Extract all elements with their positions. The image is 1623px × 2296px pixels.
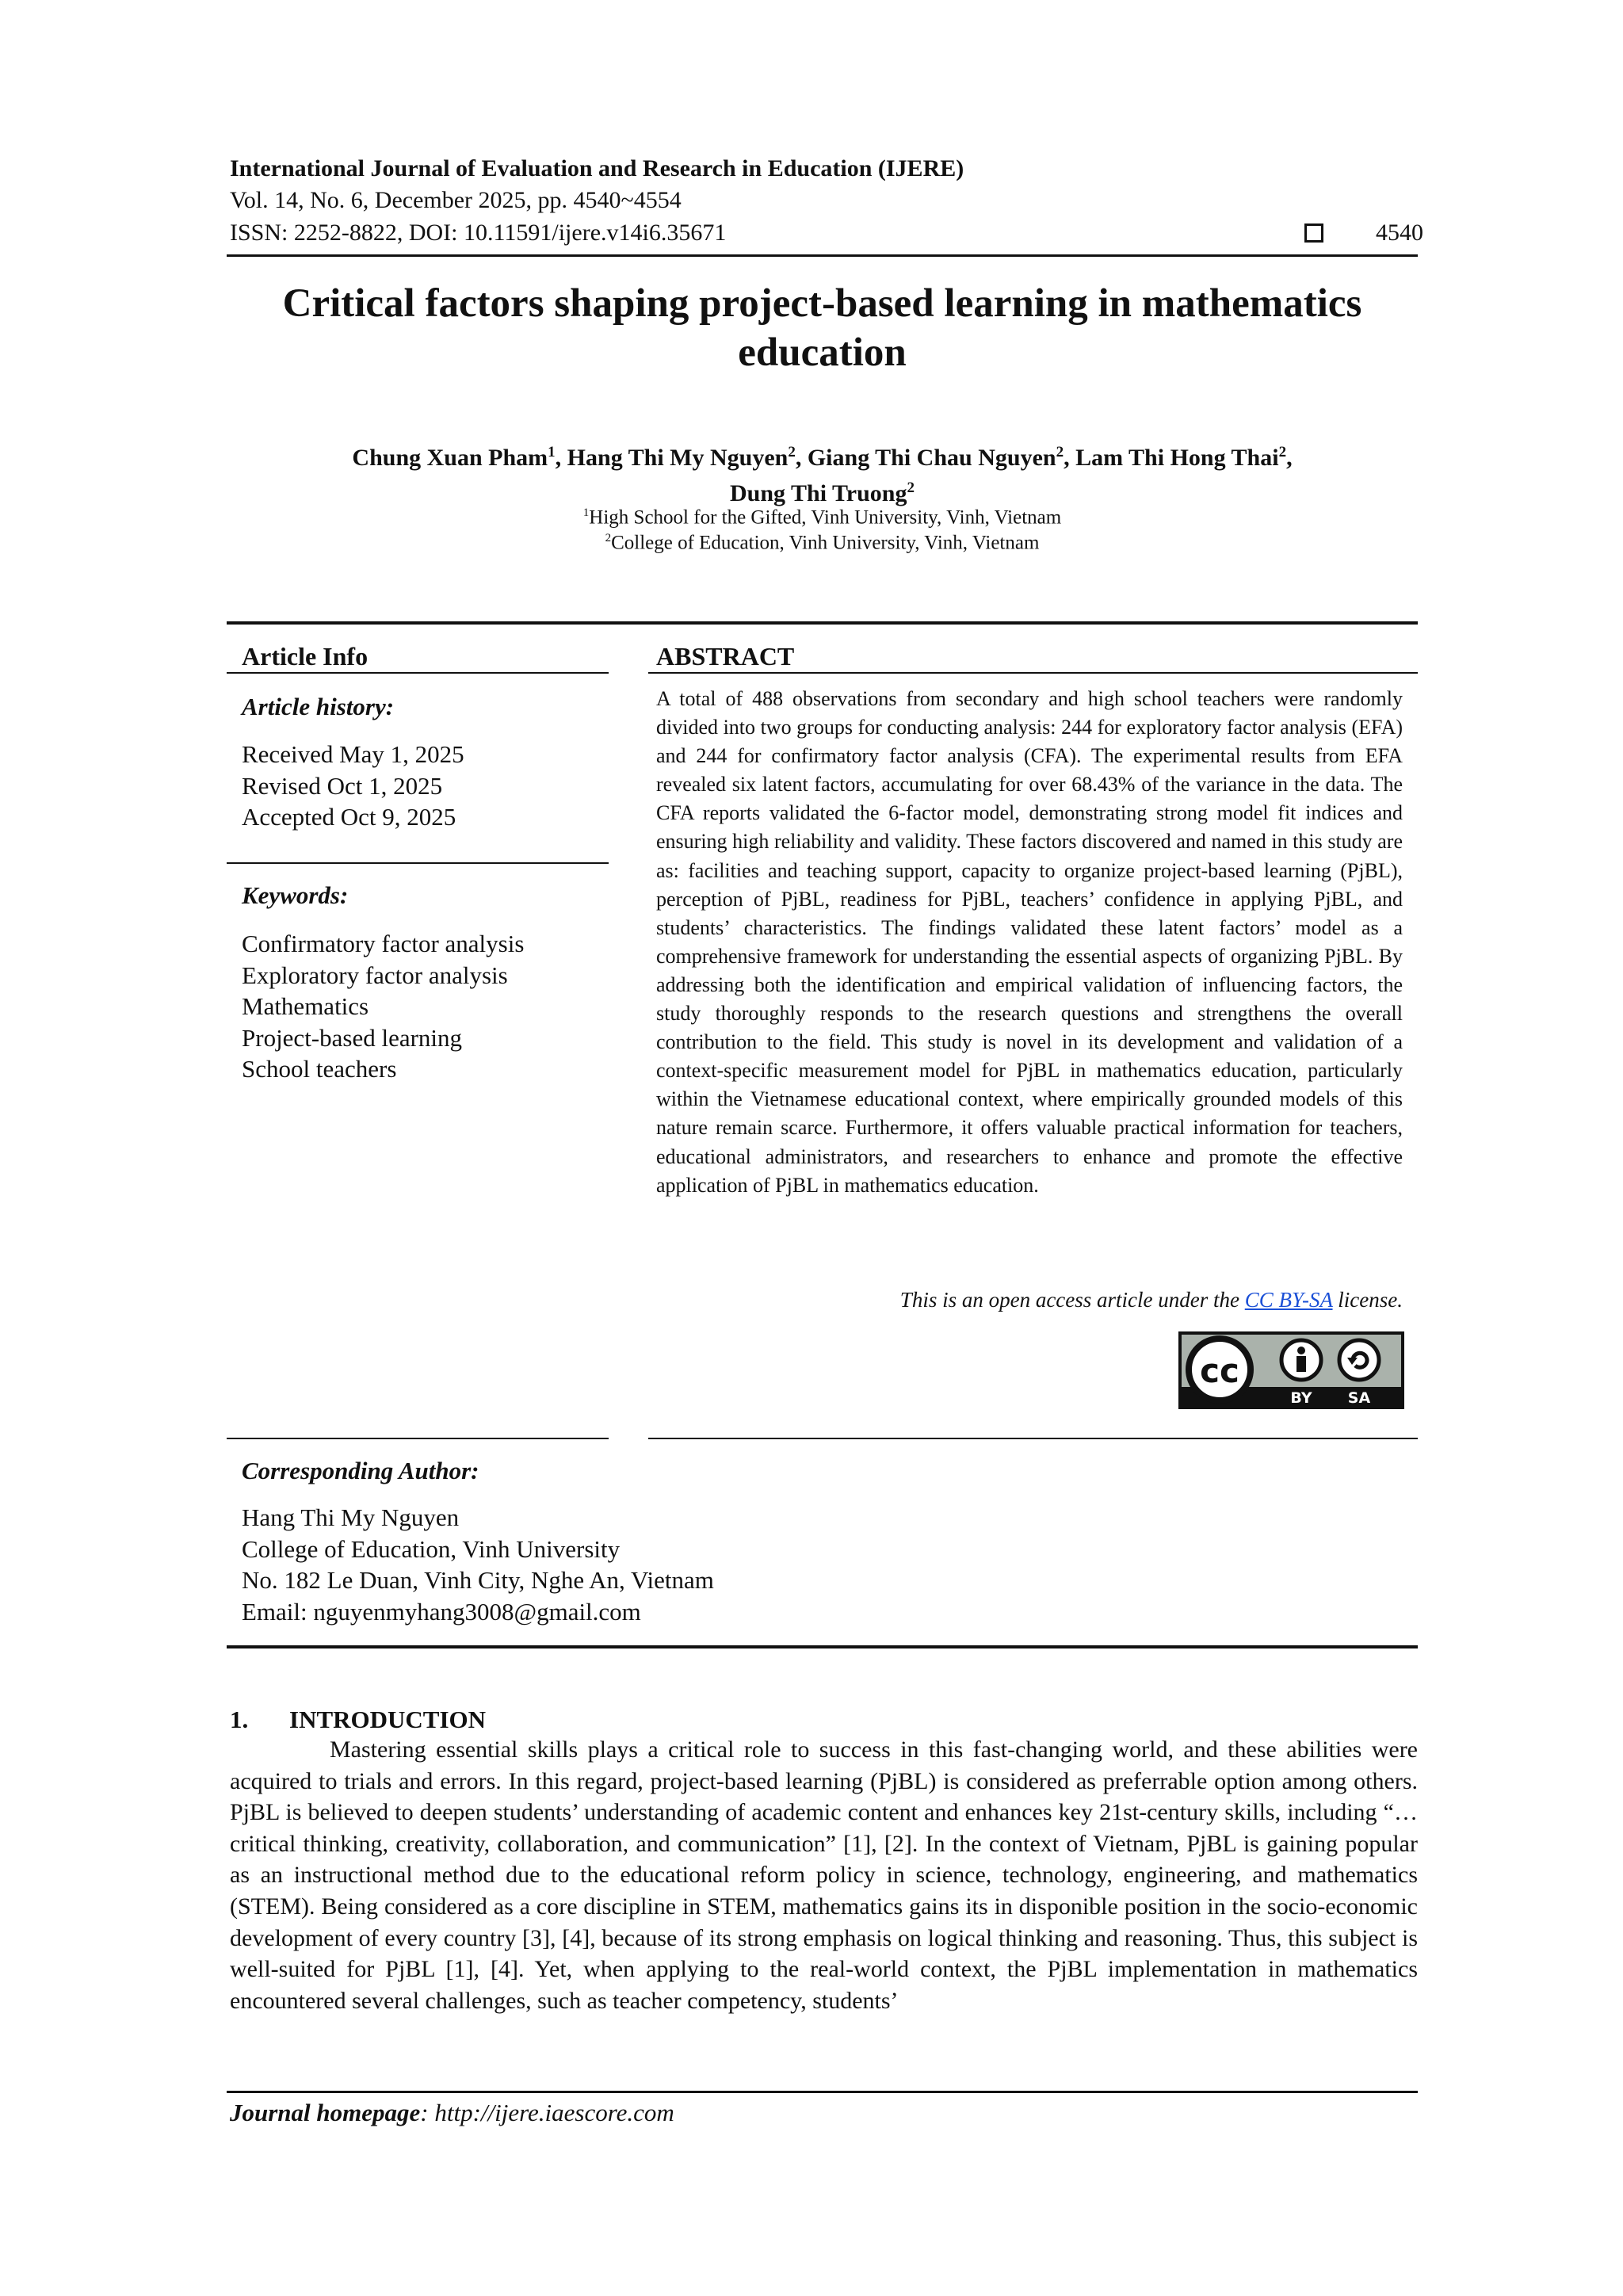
introduction-text: Mastering essential skills plays a critical role to success in this fast-changing world, and these abilities were acquired to trials and errors. In this regard, project-based learning (PjBL) is considered as preferrable option among others. PjBL is believed to deepen students’ understanding of academic content and enhances key 21st-century skills, including “…critical thinking, creativity, collaboration, and communication” [1], [2]. In the context of Vietnam, PjBL is gaining popular as an instructional method due to the educational reform policy in science, technology, engineering, and mathematics (STEM). Being considered as a core discipline in STEM, mathematics gains its in disponible position in the socio-economic development of every country [3], [4], because of its strong emphasis on logical thinking and reasoning. Thus, this subject is well-suited for PjBL [1], [4]. Yet, when applying to the real-world context, the PjBL implementation in mathematics encountered several challenges, such as teacher competency, students’ — [230, 1736, 1418, 2014]
corresponding-email: Email: nguyenmyhang3008@gmail.com — [242, 1597, 641, 1626]
affiliation-1 — [227, 501, 1418, 529]
license-prefix: This is an open access article under the — [899, 1288, 1245, 1312]
author-list — [227, 437, 1418, 509]
author-name: , Lam Thi Hong Thai — [1064, 445, 1279, 471]
corresponding-address: No. 182 Le Duan, Vinh City, Nghe An, Vietnam — [242, 1566, 714, 1594]
author-affil-sup: 2 — [907, 479, 915, 496]
corresponding-details — [242, 1502, 714, 1627]
history-rule — [227, 862, 609, 864]
abstract-heading: ABSTRACT — [656, 642, 795, 670]
author-name: , Hang Thi My Nguyen — [555, 445, 789, 471]
keyword-item: School teachers — [242, 1055, 397, 1083]
history-received: Received May 1, 2025 — [242, 740, 464, 768]
article-title-line1: Critical factors shaping project-based learning in mathematics — [282, 281, 1362, 326]
keyword-item: Project-based learning — [242, 1023, 463, 1052]
article-title-line2: education — [738, 330, 907, 375]
history-list — [242, 739, 464, 833]
affiliation-2 — [227, 526, 1418, 555]
corresponding-institution: College of Education, Vinh University — [242, 1534, 621, 1563]
license-suffix: license. — [1332, 1288, 1403, 1312]
info-box-top-rule — [227, 621, 1418, 625]
info-bottom-rule — [227, 1438, 609, 1439]
affiliation-sup: 1 — [582, 506, 590, 519]
history-revised: Revised Oct 1, 2025 — [242, 771, 443, 800]
history-heading: Article history: — [242, 693, 395, 720]
cc-by-sa-badge[interactable] — [1178, 1331, 1404, 1409]
abstract-bottom-rule — [648, 1438, 1418, 1439]
journal-issn-doi: ISSN: 2252-8822, DOI: 10.11591/ijere.v14i6.35671 — [230, 220, 727, 246]
author-separator: , — [1286, 445, 1293, 471]
license-link[interactable]: CC BY-SA — [1244, 1288, 1333, 1312]
abstract-text: A total of 488 observations from secondary and high school teachers were randomly divided into two groups for conducting analysis: 244 for exploratory factor analysis (EFA) and 244 for confirmatory factor analysis (CFA). The experimental results from EFA revealed six latent factors, accumulating for over 68.43% of the variance in the data. The CFA reports validated the 6-factor model, demonstrating strong model fit indices and ensuring high reliability and validity. These factors discovered and named in this study are as: facilities and teaching support, capacity to organize project-based learning (PjBL), perception of PjBL, readiness for PjBL, teachers’ confidence in applying PjBL, and students’ characteristics. The findings validated these latent factors’ model as a comprehensive framework for understanding the essential aspects of organizing PjBL. By addressing both the identification and empirical validation of influencing factors, the study thoroughly responds to the research questions and strengthens the overall contribution to the field. This study is novel in its development and validation of a context-specific measurement model for PjBL in mathematics education, particularly within the Vietnamese educational context, where empirically grounded models of this nature remain scarce. Furthermore, it offers valuable practical information for teachers, educational administrators, and researchers to enhance and promote the effective application of PjBL in mathematics education. — [656, 687, 1403, 1197]
keywords-heading: Keywords: — [242, 881, 349, 909]
info-box-bottom-rule — [227, 1645, 1418, 1648]
journal-volume: Vol. 14, No. 6, December 2025, pp. 4540~4554 — [230, 187, 682, 213]
header-rule — [227, 254, 1418, 257]
sa-share-alike-icon — [1339, 1340, 1379, 1380]
affiliation-sup: 2 — [605, 532, 612, 544]
cc-letters: cc — [1200, 1351, 1239, 1390]
box-square-icon — [1304, 223, 1323, 243]
footer-separator: : — [420, 2099, 435, 2126]
article-info-rule — [227, 672, 609, 674]
keyword-item: Mathematics — [242, 992, 369, 1020]
corresponding-heading: Corresponding Author: — [242, 1457, 479, 1484]
affiliation-text: College of Education, Vinh University, Vinh, Vietnam — [611, 532, 1040, 554]
introduction-heading — [230, 1704, 486, 1736]
history-accepted: Accepted Oct 9, 2025 — [242, 803, 456, 831]
footer — [230, 2097, 674, 2129]
keywords-list — [242, 928, 524, 1085]
corresponding-name: Hang Thi My Nguyen — [242, 1503, 460, 1531]
footer-rule — [227, 2091, 1418, 2093]
author-affil-sup: 2 — [1278, 444, 1287, 460]
keyword-item: Exploratory factor analysis — [242, 961, 508, 989]
section-number: 1. — [230, 1706, 249, 1733]
article-info-heading: Article Info — [242, 642, 369, 670]
author-affil-sup: 2 — [788, 444, 796, 460]
author-affil-sup: 2 — [1056, 444, 1064, 460]
keyword-item: Confirmatory factor analysis — [242, 930, 525, 957]
journal-title: International Journal of Evaluation and Research in Education (IJERE) — [230, 155, 964, 181]
page-number: 4540 — [1376, 220, 1423, 246]
section-title: INTRODUCTION — [289, 1706, 487, 1733]
badge-by-label: BY — [1290, 1389, 1312, 1407]
author-affil-sup: 1 — [548, 444, 556, 460]
affiliation-text: High School for the Gifted, Vinh University, Vinh, Vietnam — [589, 506, 1062, 529]
badge-sa-label: SA — [1347, 1389, 1371, 1407]
author-name: Dung Thi Truong — [730, 480, 907, 506]
abstract-rule — [648, 672, 1418, 674]
author-name: Chung Xuan Pham — [352, 445, 548, 471]
license-line — [656, 1286, 1403, 1314]
footer-url[interactable]: http://ijere.iaescore.com — [434, 2099, 674, 2126]
article-title — [227, 279, 1418, 377]
footer-label: Journal homepage — [230, 2099, 421, 2126]
author-name: , Giang Thi Chau Nguyen — [795, 445, 1056, 471]
